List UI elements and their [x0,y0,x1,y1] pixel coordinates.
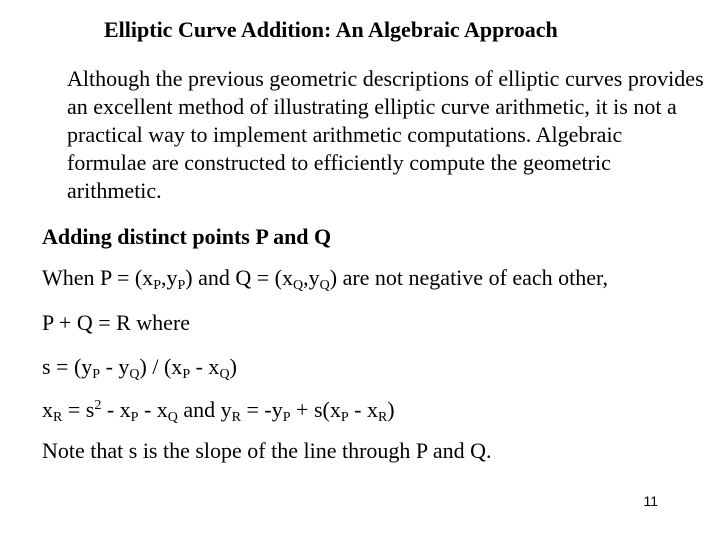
result-formula: $x_R = s^2 - x_P - x_Q$ and $y_R = -y_P + s(x_P - x_R)$ [42,397,395,425]
slide-title: Elliptic Curve Addition: An Algebraic Approach [104,17,558,42]
slope-note: Note that s is the slope of the line through P and Q. [42,438,492,463]
slope-formula: $s = (y_P - y_Q) / (x_P - x_Q)$ [42,354,237,382]
sum-line: P + Q = R where [42,310,191,335]
intro-paragraph: Although the previous geometric descriptions of elliptic curves provides an excellent method of illustrating elliptic curve arithmetic, it is not a practical way to implement arithmetic computations. Algebraic formulae are constructed to efficiently compute the geometric arithmetic. [67,66,704,203]
page-number: 11 [643,493,658,509]
section-heading: Adding distinct points P and Q [42,224,332,249]
condition-line: When $P = (x_P,y_P)$ and $Q = (x_Q,y_Q)$ are not negative of each other, [42,265,609,293]
